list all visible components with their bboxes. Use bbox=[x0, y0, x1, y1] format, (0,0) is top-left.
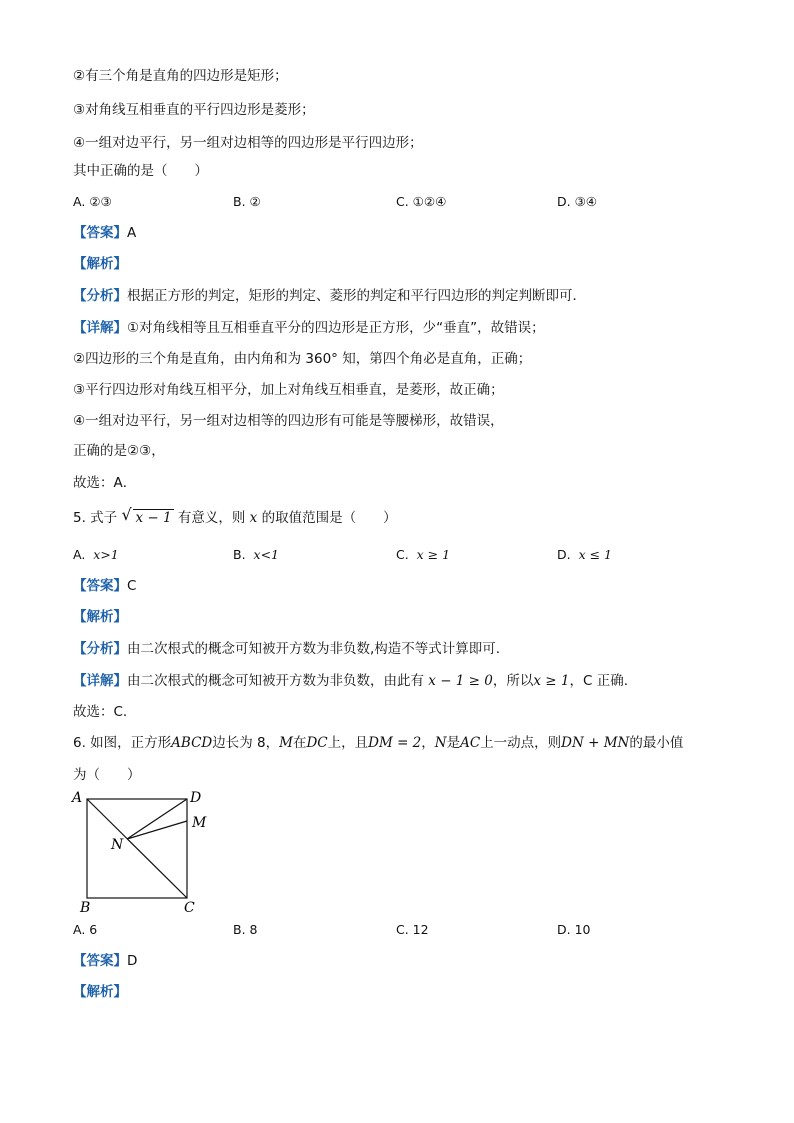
answer-tag: 【答案】 bbox=[73, 578, 127, 594]
answer-value: A bbox=[127, 225, 137, 241]
answer-tag: 【答案】 bbox=[73, 953, 127, 969]
q6-option-d: D. 10 bbox=[557, 922, 591, 937]
q4-answer bbox=[73, 224, 136, 242]
q5-var: x bbox=[249, 510, 258, 526]
q5-option-a bbox=[73, 546, 119, 564]
q6-stem bbox=[73, 734, 683, 752]
option-letter: C. bbox=[396, 547, 409, 562]
option-letter: D. bbox=[557, 547, 571, 562]
q6-m: M bbox=[279, 735, 293, 751]
label-c: C bbox=[184, 900, 195, 916]
q5-analysis-heading bbox=[73, 608, 127, 626]
q6-stem-g: 上一动点，则 bbox=[480, 735, 562, 751]
radicand: x − 1 bbox=[135, 510, 172, 526]
q5-option-d bbox=[557, 546, 612, 564]
option-expr: x ≥ 1 bbox=[416, 547, 451, 562]
q6-answer bbox=[73, 952, 137, 970]
q6-n: N bbox=[434, 735, 447, 751]
q6-option-c: C. 12 bbox=[396, 922, 429, 937]
analysis-tag: 【解析】 bbox=[73, 256, 127, 272]
q4-option-a: A. ②③ bbox=[73, 194, 112, 209]
segment-dn bbox=[127, 799, 187, 839]
segment-mn bbox=[127, 821, 187, 839]
xiangjie-tag: 【详解】 bbox=[73, 320, 127, 336]
label-m: M bbox=[192, 815, 207, 831]
q5-stem-b: 有意义，则 bbox=[177, 510, 246, 526]
q6-dc: DC bbox=[306, 735, 328, 751]
answer-tag: 【答案】 bbox=[73, 225, 127, 241]
diagonal-ac bbox=[87, 799, 187, 898]
label-d: D bbox=[190, 790, 202, 806]
q6-stem-b: 边长为 8， bbox=[212, 735, 280, 751]
q4-choose: 故选：A． bbox=[73, 475, 137, 491]
q6-stem-f: 是 bbox=[446, 735, 461, 751]
q6-stem-d: 上，且 bbox=[327, 735, 369, 751]
q4-detail-3: ③平行四边形对角线互相平分，加上对角线互相垂直，是菱形，故正确； bbox=[73, 382, 504, 398]
option-letter: A. bbox=[73, 547, 86, 562]
fenxi-text: 根据正方形的判定，矩形的判定、菱形的判定和平行四边形的判定判断即可． bbox=[127, 288, 586, 304]
xiangjie-text-b: ，所以 bbox=[492, 673, 534, 689]
analysis-tag: 【解析】 bbox=[73, 984, 127, 1000]
q6-stem-c: 在 bbox=[292, 735, 307, 751]
q6-stem-line2: 为（ ） bbox=[73, 767, 141, 783]
q6-sum: DN + MN bbox=[561, 735, 630, 751]
fenxi-tag: 【分析】 bbox=[73, 641, 127, 657]
xiangjie-text-a: 由二次根式的概念可知被开方数为非负数，由此有 bbox=[127, 673, 424, 689]
q5-option-b bbox=[233, 546, 279, 564]
fenxi-tag: 【分析】 bbox=[73, 288, 127, 304]
q4-xiangjie bbox=[73, 319, 545, 337]
q4-detail-2: ②四边形的三个角是直角，由内角和为 360° 知，第四个角必是直角，正确； bbox=[73, 351, 532, 367]
q6-ac: AC bbox=[460, 735, 481, 751]
answer-value: C bbox=[127, 578, 137, 594]
q6-option-b: B. 8 bbox=[233, 922, 258, 937]
statement-3: ③对角线互相垂直的平行四边形是菱形； bbox=[73, 102, 315, 118]
q4-analysis-heading bbox=[73, 255, 127, 273]
q4-detail-4: ④一组对边平行，另一组对边相等的四边形有可能是等腰梯形，故错误， bbox=[73, 413, 504, 429]
sqrt-expression bbox=[121, 505, 173, 527]
option-expr: x ≤ 1 bbox=[578, 547, 612, 562]
square-figure bbox=[66, 786, 216, 916]
xiangjie-text: ①对角线相等且互相垂直平分的四边形是正方形，少“垂直”，故错误； bbox=[127, 320, 545, 336]
q5-stem-c: 的取值范围是（ ） bbox=[261, 510, 397, 526]
q5-stem bbox=[73, 505, 397, 527]
label-b: B bbox=[80, 900, 91, 916]
q5-fenxi bbox=[73, 640, 500, 658]
label-n: N bbox=[111, 837, 124, 853]
q5-option-c bbox=[396, 546, 450, 564]
statement-4: ④一组对边平行，另一组对边相等的四边形是平行四边形； bbox=[73, 135, 423, 151]
q4-fenxi bbox=[73, 287, 586, 305]
q6-square: ABCD bbox=[171, 735, 213, 751]
xiangjie-text-c: ，C 正确. bbox=[569, 673, 629, 689]
q6-dm: DM = 2 bbox=[368, 735, 422, 751]
q4-option-c: C. ①②④ bbox=[396, 194, 447, 209]
q6-stem-e: ， bbox=[421, 735, 435, 751]
q4-detail-5: 正确的是②③， bbox=[73, 443, 165, 459]
analysis-tag: 【解析】 bbox=[73, 609, 127, 625]
q6-option-a: A. 6 bbox=[73, 922, 98, 937]
q4-prompt: 其中正确的是（ ） bbox=[73, 163, 208, 179]
q6-stem-h: 的最小值 bbox=[629, 735, 684, 751]
option-expr: x<1 bbox=[253, 547, 279, 562]
option-expr: x>1 bbox=[93, 547, 119, 562]
inequality-2: x ≥ 1 bbox=[533, 673, 570, 689]
q6-stem-a: 6. 如图，正方形 bbox=[73, 735, 172, 751]
q4-option-d: D. ③④ bbox=[557, 194, 597, 209]
xiangjie-tag: 【详解】 bbox=[73, 673, 127, 689]
inequality-1: x − 1 ≥ 0 bbox=[428, 673, 493, 689]
q5-answer bbox=[73, 577, 136, 595]
label-a: A bbox=[72, 790, 83, 806]
fenxi-text: 由二次根式的概念可知被开方数为非负数,构造不等式计算即可. bbox=[127, 641, 501, 657]
statement-2: ②有三个角是直角的四边形是矩形； bbox=[73, 68, 288, 84]
q4-option-b: B. ② bbox=[233, 194, 261, 209]
q5-choose: 故选：C. bbox=[73, 704, 128, 720]
q6-analysis-heading bbox=[73, 983, 127, 1001]
radical-sign: √ bbox=[121, 505, 132, 524]
q5-xiangjie bbox=[73, 672, 628, 690]
q5-stem-a: 5. 式子 bbox=[73, 510, 118, 526]
answer-value: D bbox=[127, 953, 138, 969]
option-letter: B. bbox=[233, 547, 246, 562]
